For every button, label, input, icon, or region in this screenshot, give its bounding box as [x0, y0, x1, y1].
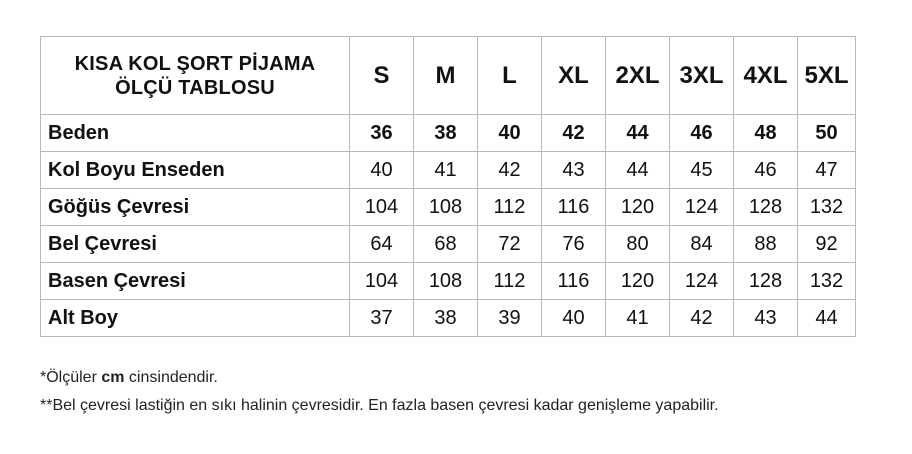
footnote-units [40, 364, 719, 392]
table-cell: 124 [670, 263, 734, 300]
table-cell: 72 [478, 226, 542, 263]
table-cell: 112 [478, 263, 542, 300]
table-cell: 42 [670, 300, 734, 337]
size-header-5xl: 5XL [798, 37, 856, 115]
size-header-2xl: 2XL [606, 37, 670, 115]
table-cell: 44 [606, 152, 670, 189]
table-row-kol-boyu [41, 152, 856, 189]
table-cell: 42 [478, 152, 542, 189]
table-cell: 43 [734, 300, 798, 337]
footnote-units-suffix: cinsindendir. [124, 369, 218, 386]
table-cell: 108 [414, 263, 478, 300]
table-cell: 132 [798, 189, 856, 226]
table-cell: 80 [606, 226, 670, 263]
table-cell: 92 [798, 226, 856, 263]
table-title [41, 37, 350, 115]
table-cell: 68 [414, 226, 478, 263]
size-header-4xl: 4XL [734, 37, 798, 115]
table-cell: 104 [350, 189, 414, 226]
table-cell: 45 [670, 152, 734, 189]
table-cell: 132 [798, 263, 856, 300]
table-cell: 38 [414, 300, 478, 337]
size-chart-table [40, 36, 856, 337]
size-header-m: M [414, 37, 478, 115]
size-header-xl: XL [542, 37, 606, 115]
table-cell: 38 [414, 115, 478, 152]
size-header-l: L [478, 37, 542, 115]
table-row-basen [41, 263, 856, 300]
table-cell: 108 [414, 189, 478, 226]
table-cell: 120 [606, 189, 670, 226]
table-cell: 128 [734, 263, 798, 300]
table-cell: 44 [798, 300, 856, 337]
row-label: Kol Boyu Enseden [41, 152, 350, 189]
table-cell: 64 [350, 226, 414, 263]
footnote-units-bold: cm [101, 369, 125, 386]
footnote-waist: **Bel çevresi lastiğin en sıkı halinin çevresidir. En fazla basen çevresi kadar genişleme yapabilir. [40, 397, 719, 414]
table-cell: 88 [734, 226, 798, 263]
table-cell: 124 [670, 189, 734, 226]
table-title-line1: KISA KOL ŞORT PİJAMA [74, 52, 316, 75]
table-cell: 50 [798, 115, 856, 152]
table-cell: 40 [542, 300, 606, 337]
table-cell: 112 [478, 189, 542, 226]
size-header-3xl: 3XL [670, 37, 734, 115]
table-cell: 128 [734, 189, 798, 226]
table-cell: 76 [542, 226, 606, 263]
table-cell: 46 [670, 115, 734, 152]
row-label: Beden [41, 115, 350, 152]
table-cell: 84 [670, 226, 734, 263]
table-row-beden [41, 115, 856, 152]
footnotes [40, 364, 719, 420]
table-row-gogus [41, 189, 856, 226]
table-cell: 48 [734, 115, 798, 152]
table-cell: 47 [798, 152, 856, 189]
table-cell: 36 [350, 115, 414, 152]
table-cell: 116 [542, 189, 606, 226]
table-cell: 120 [606, 263, 670, 300]
row-label: Bel Çevresi [41, 226, 350, 263]
table-row-alt-boy [41, 300, 856, 337]
table-cell: 46 [734, 152, 798, 189]
table-cell: 37 [350, 300, 414, 337]
header-row [41, 37, 856, 115]
table-cell: 40 [478, 115, 542, 152]
table-cell: 104 [350, 263, 414, 300]
table-cell: 40 [350, 152, 414, 189]
table-cell: 42 [542, 115, 606, 152]
row-label: Alt Boy [41, 300, 350, 337]
size-header-s: S [350, 37, 414, 115]
table-cell: 41 [606, 300, 670, 337]
footnote-units-prefix: *Ölçüler [40, 369, 102, 386]
table-cell: 116 [542, 263, 606, 300]
table-cell: 44 [606, 115, 670, 152]
table-title-line2: ÖLÇÜ TABLOSU [115, 76, 275, 99]
table-cell: 41 [414, 152, 478, 189]
table-row-bel [41, 226, 856, 263]
row-label: Basen Çevresi [41, 263, 350, 300]
table-cell: 43 [542, 152, 606, 189]
table-cell: 39 [478, 300, 542, 337]
row-label: Göğüs Çevresi [41, 189, 350, 226]
